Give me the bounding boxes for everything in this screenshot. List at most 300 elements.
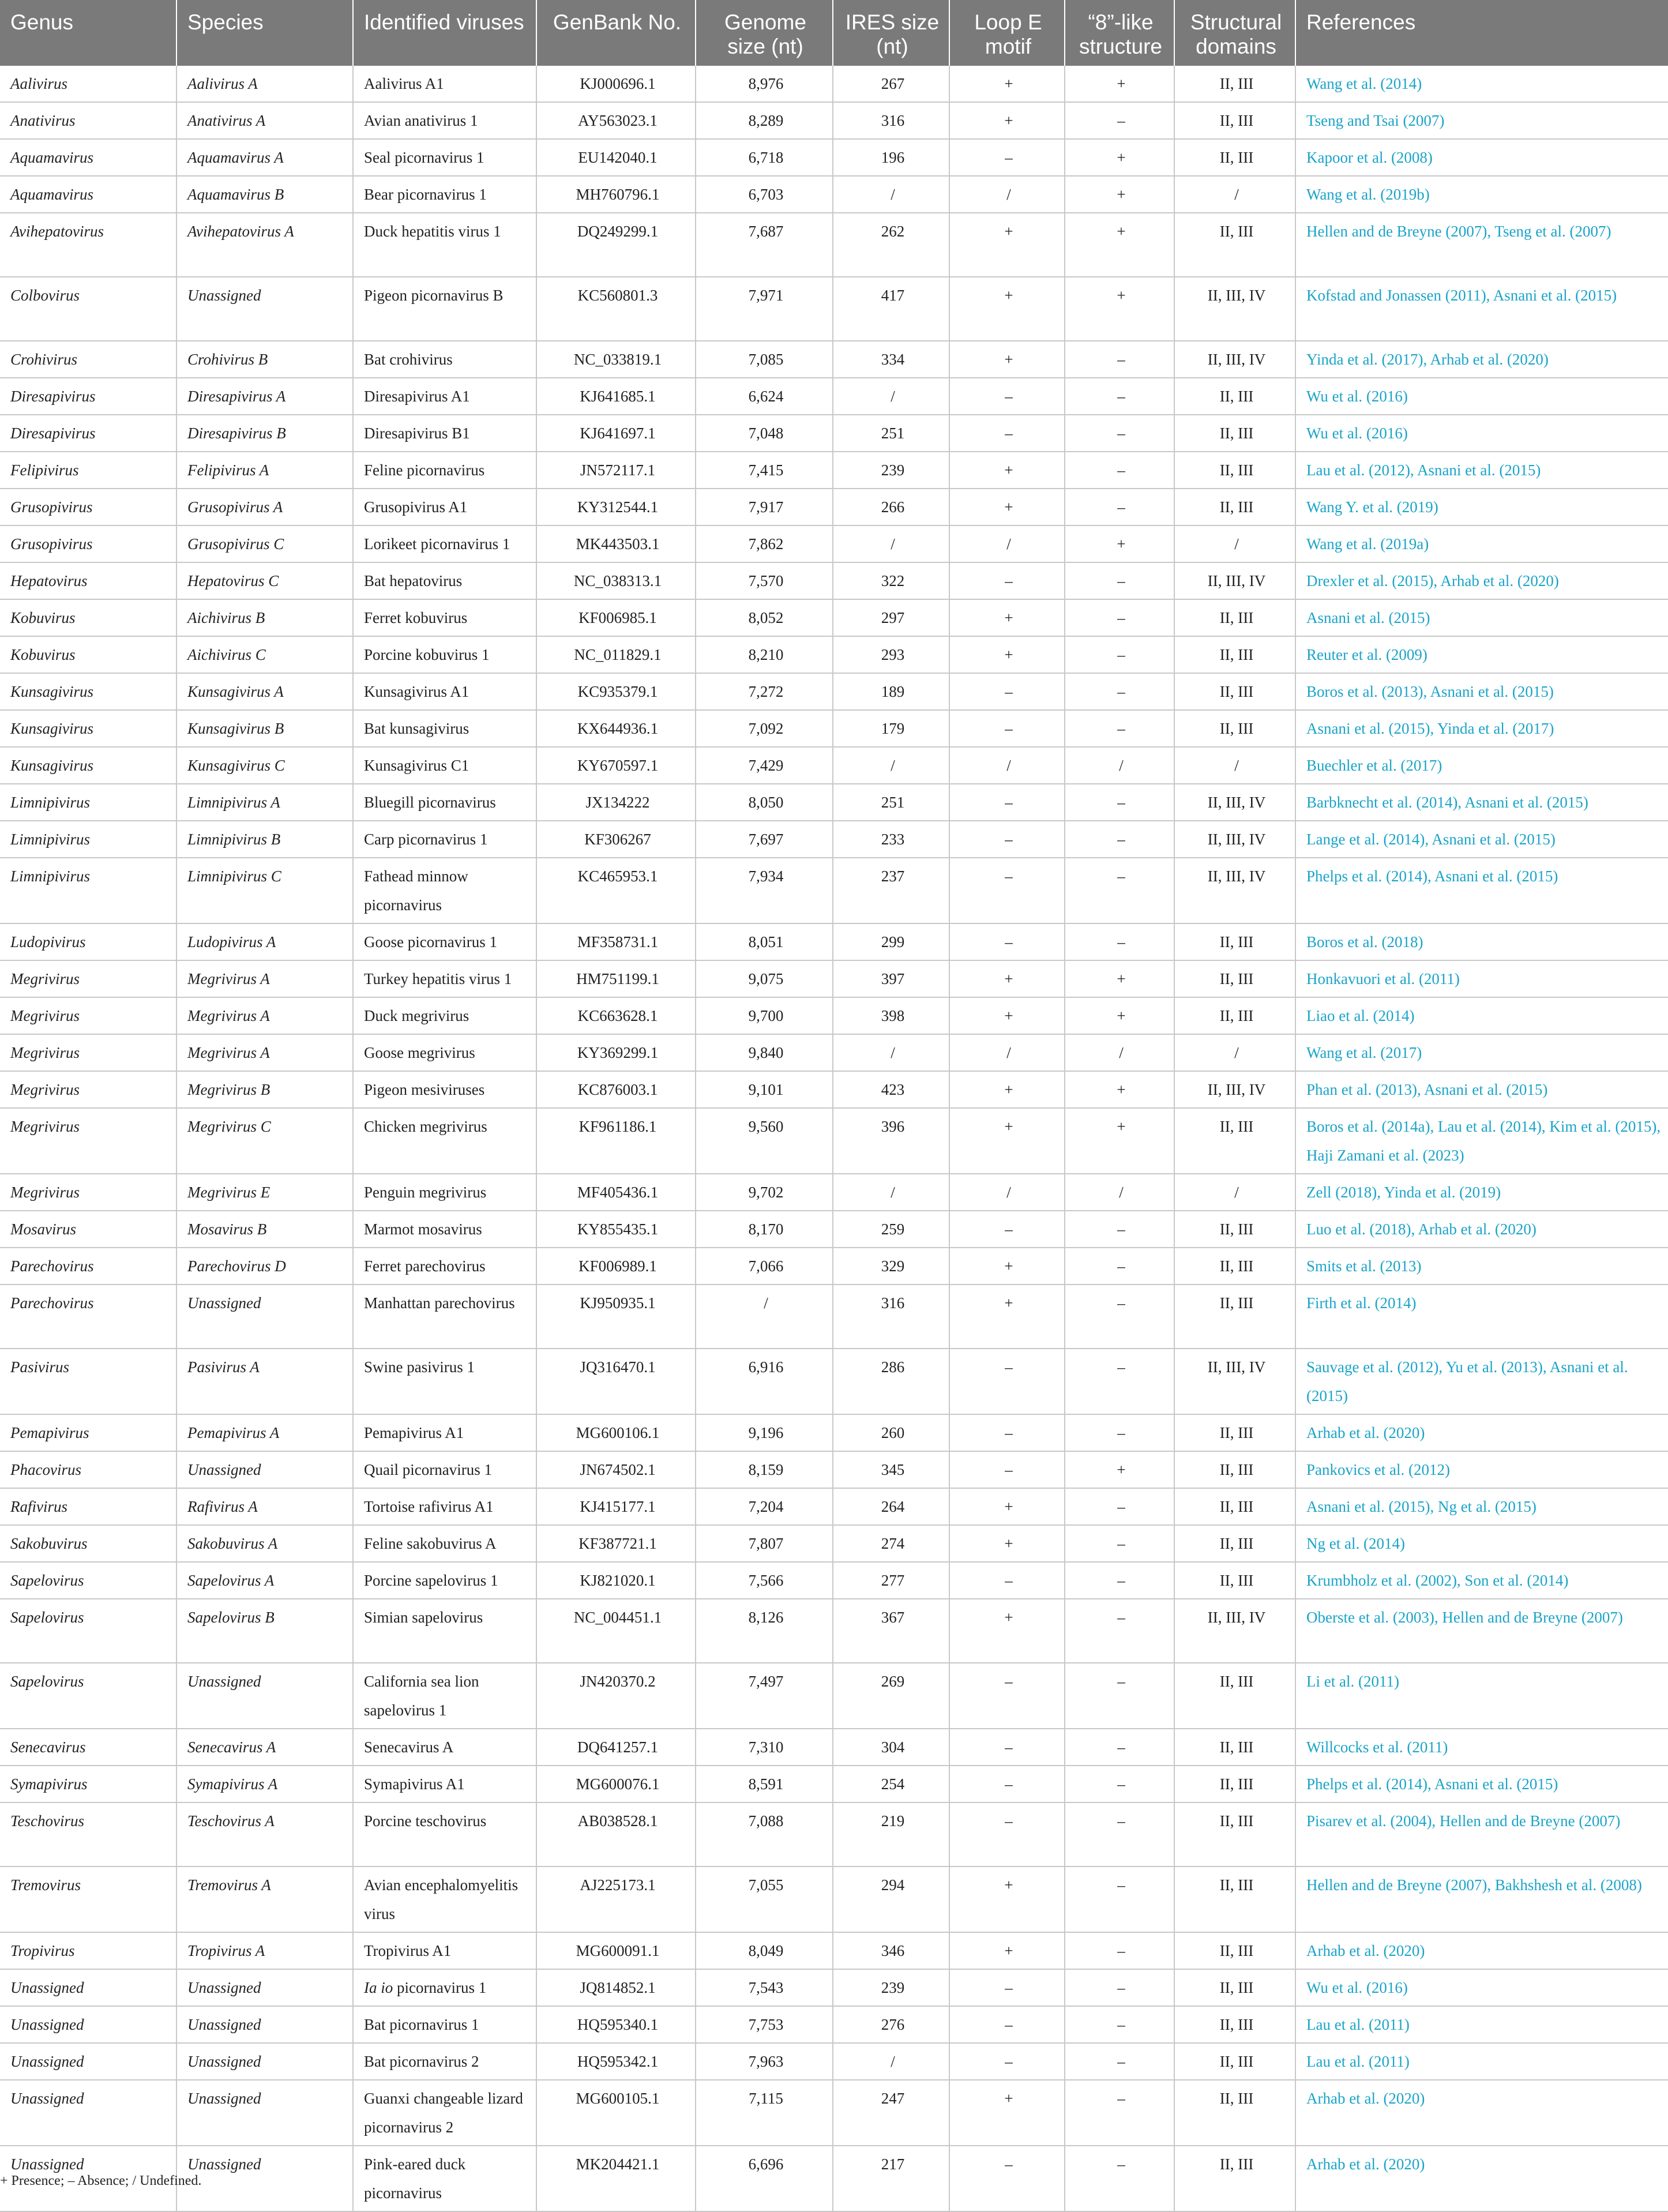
structural-domains-cell: II, III [1174, 1525, 1295, 1562]
loop-e-cell: + [949, 1285, 1065, 1349]
genbank-cell: KC560801.3 [536, 277, 696, 341]
genus-cell: Megrivirus [0, 1174, 176, 1211]
ires-size-cell: 345 [833, 1451, 949, 1488]
genus-cell: Limnipivirus [0, 858, 176, 923]
genus-cell: Megrivirus [0, 1034, 176, 1071]
table-row [0, 378, 1668, 415]
header-species: Species [176, 0, 353, 66]
eight-like-cell: + [1065, 277, 1174, 341]
header-genbank-no: GenBank No. [536, 0, 696, 66]
species-cell: Limnipivirus C [176, 858, 353, 923]
genus-cell: Parechovirus [0, 1248, 176, 1285]
loop-e-cell: + [949, 277, 1065, 341]
references-cell[interactable]: Arhab et al. (2020) [1295, 2080, 1668, 2146]
genome-size-cell: 7,917 [696, 489, 833, 525]
genome-size-cell: 7,310 [696, 1729, 833, 1766]
genome-size-cell: 7,115 [696, 2080, 833, 2146]
genome-size-cell: 9,560 [696, 1108, 833, 1174]
loop-e-cell: – [949, 2043, 1065, 2080]
genome-size-cell: 8,051 [696, 923, 833, 960]
references-cell[interactable]: Wu et al. (2016) [1295, 1969, 1668, 2006]
references-cell[interactable]: Smits et al. (2013) [1295, 1248, 1668, 1285]
genome-size-cell: 7,092 [696, 710, 833, 747]
references-cell[interactable]: Firth et al. (2014) [1295, 1285, 1668, 1349]
ires-size-cell: 367 [833, 1599, 949, 1663]
table-row [0, 2080, 1668, 2146]
header-ires-size: IRES size (nt) [833, 0, 949, 66]
loop-e-cell: / [949, 1174, 1065, 1211]
references-cell[interactable]: Buechler et al. (2017) [1295, 747, 1668, 784]
references-cell[interactable]: Wang et al. (2017) [1295, 1034, 1668, 1071]
genbank-cell: NC_004451.1 [536, 1599, 696, 1663]
references-cell[interactable]: Lange et al. (2014), Asnani et al. (2015) [1295, 821, 1668, 858]
eight-like-cell: – [1065, 1802, 1174, 1867]
references-cell[interactable]: Boros et al. (2018) [1295, 923, 1668, 960]
identified-virus-cell: Turkey hepatitis virus 1 [353, 960, 536, 997]
genome-size-cell: 9,196 [696, 1414, 833, 1451]
genbank-cell: KC876003.1 [536, 1071, 696, 1108]
ires-size-cell: / [833, 747, 949, 784]
structural-domains-cell: II, III [1174, 415, 1295, 452]
identified-virus-cell: Quail picornavirus 1 [353, 1451, 536, 1488]
references-cell[interactable]: Arhab et al. (2020) [1295, 1414, 1668, 1451]
genbank-cell: NC_033819.1 [536, 341, 696, 378]
genus-cell: Unassigned [0, 2146, 176, 2211]
table-row [0, 1932, 1668, 1969]
references-cell[interactable]: Reuter et al. (2009) [1295, 636, 1668, 673]
species-cell: Sakobuvirus A [176, 1525, 353, 1562]
eight-like-cell: – [1065, 1867, 1174, 1932]
references-cell[interactable]: Lau et al. (2011) [1295, 2006, 1668, 2043]
structural-domains-cell: II, III [1174, 66, 1295, 102]
ires-size-cell: 237 [833, 858, 949, 923]
genus-cell: Kunsagivirus [0, 747, 176, 784]
eight-like-cell: – [1065, 2080, 1174, 2146]
structural-domains-cell: II, III [1174, 452, 1295, 489]
table-row [0, 1349, 1668, 1414]
species-cell: Aichivirus C [176, 636, 353, 673]
header-loop-e-motif: Loop E motif [949, 0, 1065, 66]
genbank-cell: KJ821020.1 [536, 1562, 696, 1599]
identified-virus-cell: Feline picornavirus [353, 452, 536, 489]
table-row [0, 562, 1668, 599]
references-cell[interactable]: Drexler et al. (2015), Arhab et al. (2020) [1295, 562, 1668, 599]
species-cell: Felipivirus A [176, 452, 353, 489]
ires-size-cell: 397 [833, 960, 949, 997]
identified-virus-cell: California sea lion sapelovirus 1 [353, 1663, 536, 1729]
ires-size-cell: 316 [833, 1285, 949, 1349]
table-row [0, 747, 1668, 784]
species-cell: Anativirus A [176, 102, 353, 139]
structural-domains-cell: II, III [1174, 489, 1295, 525]
references-cell[interactable]: Arhab et al. (2020) [1295, 1932, 1668, 1969]
eight-like-cell: – [1065, 710, 1174, 747]
header-structural-domains: Structural domains [1174, 0, 1295, 66]
structural-domains-cell: II, III, IV [1174, 858, 1295, 923]
references-cell[interactable]: Phelps et al. (2014), Asnani et al. (2015) [1295, 858, 1668, 923]
eight-like-cell: – [1065, 341, 1174, 378]
references-cell[interactable]: Willcocks et al. (2011) [1295, 1729, 1668, 1766]
identified-virus-cell: Ferret parechovirus [353, 1248, 536, 1285]
references-cell[interactable]: Li et al. (2011) [1295, 1663, 1668, 1729]
structural-domains-cell: II, III, IV [1174, 341, 1295, 378]
genus-cell: Aalivirus [0, 66, 176, 102]
structural-domains-cell: II, III [1174, 1729, 1295, 1766]
identified-virus-cell: Avian anativirus 1 [353, 102, 536, 139]
loop-e-cell: + [949, 960, 1065, 997]
genbank-cell: MF358731.1 [536, 923, 696, 960]
loop-e-cell: + [949, 489, 1065, 525]
references-cell[interactable]: Liao et al. (2014) [1295, 997, 1668, 1034]
eight-like-cell: + [1065, 176, 1174, 213]
genome-size-cell: 7,204 [696, 1488, 833, 1525]
species-cell: Diresapivirus B [176, 415, 353, 452]
table-row [0, 821, 1668, 858]
species-cell: Unassigned [176, 2080, 353, 2146]
table-row [0, 213, 1668, 277]
species-cell: Unassigned [176, 1969, 353, 2006]
references-cell[interactable]: Sauvage et al. (2012), Yu et al. (2013), Asnani et al. (2015) [1295, 1349, 1668, 1414]
table-row [0, 1663, 1668, 1729]
references-cell[interactable]: Lau et al. (2011) [1295, 2043, 1668, 2080]
structural-domains-cell: / [1174, 525, 1295, 562]
ires-size-cell: 189 [833, 673, 949, 710]
references-cell[interactable]: Hellen and de Breyne (2007), Bakhshesh et al. (2008) [1295, 1867, 1668, 1932]
header-genus: Genus [0, 0, 176, 66]
genome-size-cell: 7,272 [696, 673, 833, 710]
references-cell[interactable]: Lau et al. (2012), Asnani et al. (2015) [1295, 452, 1668, 489]
species-cell: Limnipivirus B [176, 821, 353, 858]
structural-domains-cell: II, III, IV [1174, 784, 1295, 821]
genus-cell: Megrivirus [0, 960, 176, 997]
loop-e-cell: – [949, 784, 1065, 821]
genome-size-cell: 7,055 [696, 1867, 833, 1932]
references-cell[interactable]: Pisarev et al. (2004), Hellen and de Breyne (2007) [1295, 1802, 1668, 1867]
references-cell[interactable]: Ng et al. (2014) [1295, 1525, 1668, 1562]
header-8-like-structure: “8”-like structure [1065, 0, 1174, 66]
genbank-cell: KC465953.1 [536, 858, 696, 923]
loop-e-cell: – [949, 923, 1065, 960]
genome-size-cell: 8,052 [696, 599, 833, 636]
structural-domains-cell: II, III [1174, 2043, 1295, 2080]
ires-size-cell: 219 [833, 1802, 949, 1867]
structural-domains-cell: II, III [1174, 1285, 1295, 1349]
references-cell[interactable]: Wu et al. (2016) [1295, 415, 1668, 452]
genus-cell: Unassigned [0, 2006, 176, 2043]
eight-like-cell: + [1065, 1071, 1174, 1108]
references-cell[interactable]: Wang Y. et al. (2019) [1295, 489, 1668, 525]
genus-cell: Sakobuvirus [0, 1525, 176, 1562]
genbank-cell: JN674502.1 [536, 1451, 696, 1488]
references-cell[interactable]: Oberste et al. (2003), Hellen and de Breyne (2007) [1295, 1599, 1668, 1663]
genome-size-cell: 6,703 [696, 176, 833, 213]
references-cell[interactable]: Asnani et al. (2015), Ng et al. (2015) [1295, 1488, 1668, 1525]
genus-cell: Symapivirus [0, 1766, 176, 1802]
loop-e-cell: + [949, 1599, 1065, 1663]
structural-domains-cell: II, III [1174, 213, 1295, 277]
structural-domains-cell: II, III, IV [1174, 821, 1295, 858]
genbank-cell: KJ000696.1 [536, 66, 696, 102]
species-cell: Unassigned [176, 2043, 353, 2080]
species-cell: Megrivirus A [176, 1034, 353, 1071]
species-cell: Megrivirus B [176, 1071, 353, 1108]
genbank-cell: KJ415177.1 [536, 1488, 696, 1525]
species-cell: Unassigned [176, 2006, 353, 2043]
identified-virus-cell: Bat picornavirus 2 [353, 2043, 536, 2080]
references-cell[interactable]: Honkavuori et al. (2011) [1295, 960, 1668, 997]
species-cell: Sapelovirus A [176, 1562, 353, 1599]
table-body [0, 66, 1668, 2211]
eight-like-cell: – [1065, 1211, 1174, 1248]
loop-e-cell: – [949, 1802, 1065, 1867]
loop-e-cell: + [949, 997, 1065, 1034]
references-cell[interactable]: Kapoor et al. (2008) [1295, 139, 1668, 176]
table-row [0, 452, 1668, 489]
loop-e-cell: – [949, 1414, 1065, 1451]
table-row [0, 525, 1668, 562]
table-row [0, 341, 1668, 378]
eight-like-cell: – [1065, 1525, 1174, 1562]
references-cell[interactable]: Kofstad and Jonassen (2011), Asnani et al. (2015) [1295, 277, 1668, 341]
loop-e-cell: – [949, 858, 1065, 923]
genus-cell: Diresapivirus [0, 415, 176, 452]
references-cell[interactable]: Phelps et al. (2014), Asnani et al. (2015) [1295, 1766, 1668, 1802]
species-cell: Symapivirus A [176, 1766, 353, 1802]
genus-cell: Avihepatovirus [0, 213, 176, 277]
table-row [0, 710, 1668, 747]
eight-like-cell: + [1065, 213, 1174, 277]
ires-size-cell: 251 [833, 784, 949, 821]
structural-domains-cell: / [1174, 1034, 1295, 1071]
loop-e-cell: + [949, 1488, 1065, 1525]
loop-e-cell: + [949, 636, 1065, 673]
genome-size-cell: 6,696 [696, 2146, 833, 2211]
eight-like-cell: – [1065, 784, 1174, 821]
references-cell[interactable]: Krumbholz et al. (2002), Son et al. (2014) [1295, 1562, 1668, 1599]
genus-cell: Phacovirus [0, 1451, 176, 1488]
references-cell[interactable]: Barbknecht et al. (2014), Asnani et al. (2015) [1295, 784, 1668, 821]
structural-domains-cell: II, III [1174, 997, 1295, 1034]
references-cell[interactable]: Phan et al. (2013), Asnani et al. (2015) [1295, 1071, 1668, 1108]
genbank-cell: DQ249299.1 [536, 213, 696, 277]
eight-like-cell: – [1065, 2146, 1174, 2211]
references-cell[interactable]: Tseng and Tsai (2007) [1295, 102, 1668, 139]
references-cell[interactable]: Arhab et al. (2020) [1295, 2146, 1668, 2211]
references-cell[interactable]: Wang et al. (2014) [1295, 66, 1668, 102]
identified-virus-cell: Feline sakobuvirus A [353, 1525, 536, 1562]
genus-cell: Kobuvirus [0, 599, 176, 636]
ires-size-cell: 274 [833, 1525, 949, 1562]
ires-size-cell: 297 [833, 599, 949, 636]
genome-size-cell: 7,934 [696, 858, 833, 923]
genus-cell: Sapelovirus [0, 1599, 176, 1663]
genome-size-cell: 8,976 [696, 66, 833, 102]
loop-e-cell: + [949, 66, 1065, 102]
structural-domains-cell: / [1174, 1174, 1295, 1211]
genbank-cell: MH760796.1 [536, 176, 696, 213]
ires-size-cell: 293 [833, 636, 949, 673]
identified-virus-cell: Penguin megrivirus [353, 1174, 536, 1211]
genome-size-cell: 7,497 [696, 1663, 833, 1729]
species-cell: Unassigned [176, 277, 353, 341]
species-cell: Kunsagivirus A [176, 673, 353, 710]
table-row [0, 1562, 1668, 1599]
ires-size-cell: / [833, 525, 949, 562]
genome-size-cell: 7,862 [696, 525, 833, 562]
identified-virus-cell: Pink-eared duck picornavirus [353, 2146, 536, 2211]
references-cell[interactable]: Hellen and de Breyne (2007), Tseng et al. (2007) [1295, 213, 1668, 277]
identified-virus-cell: Manhattan parechovirus [353, 1285, 536, 1349]
genus-cell: Unassigned [0, 2043, 176, 2080]
loop-e-cell: – [949, 1766, 1065, 1802]
loop-e-cell: – [949, 139, 1065, 176]
genus-cell: Kobuvirus [0, 636, 176, 673]
loop-e-cell: + [949, 599, 1065, 636]
genome-size-cell: 9,840 [696, 1034, 833, 1071]
identified-virus-cell: Ia io picornavirus 1 [353, 1969, 536, 2006]
eight-like-cell: – [1065, 1932, 1174, 1969]
loop-e-cell: – [949, 378, 1065, 415]
genome-size-cell: 9,101 [696, 1071, 833, 1108]
structural-domains-cell: II, III [1174, 1451, 1295, 1488]
ires-size-cell: 346 [833, 1932, 949, 1969]
loop-e-cell: + [949, 1525, 1065, 1562]
table-row [0, 858, 1668, 923]
references-cell[interactable]: Boros et al. (2013), Asnani et al. (2015) [1295, 673, 1668, 710]
ires-size-cell: 267 [833, 66, 949, 102]
species-cell: Unassigned [176, 1285, 353, 1349]
references-cell[interactable]: Wang et al. (2019b) [1295, 176, 1668, 213]
table-row [0, 1451, 1668, 1488]
loop-e-cell: + [949, 102, 1065, 139]
loop-e-cell: – [949, 1562, 1065, 1599]
ires-size-cell: 398 [833, 997, 949, 1034]
table-row [0, 784, 1668, 821]
structural-domains-cell: II, III [1174, 1108, 1295, 1174]
references-cell[interactable]: Wang et al. (2019a) [1295, 525, 1668, 562]
identified-virus-cell: Duck hepatitis virus 1 [353, 213, 536, 277]
table-row [0, 1599, 1668, 1663]
genome-size-cell: 7,085 [696, 341, 833, 378]
genbank-cell: EU142040.1 [536, 139, 696, 176]
identified-virus-cell: Bat kunsagivirus [353, 710, 536, 747]
species-cell: Diresapivirus A [176, 378, 353, 415]
ires-size-cell: 262 [833, 213, 949, 277]
ires-size-cell: 259 [833, 1211, 949, 1248]
header-references: References [1295, 0, 1668, 66]
genome-size-cell: 7,570 [696, 562, 833, 599]
identified-virus-cell: Diresapivirus A1 [353, 378, 536, 415]
eight-like-cell: – [1065, 1488, 1174, 1525]
ires-size-cell: / [833, 176, 949, 213]
references-cell[interactable]: Zell (2018), Yinda et al. (2019) [1295, 1174, 1668, 1211]
table-row [0, 1969, 1668, 2006]
table-row [0, 1034, 1668, 1071]
structural-domains-cell: II, III, IV [1174, 562, 1295, 599]
species-cell: Tropivirus A [176, 1932, 353, 1969]
genbank-cell: MG600105.1 [536, 2080, 696, 2146]
references-cell[interactable]: Asnani et al. (2015) [1295, 599, 1668, 636]
genbank-cell: HQ595342.1 [536, 2043, 696, 2080]
genbank-cell: KC935379.1 [536, 673, 696, 710]
species-cell: Pasivirus A [176, 1349, 353, 1414]
references-cell[interactable]: Boros et al. (2014a), Lau et al. (2014), Kim et al. (2015), Haji Zamani et al. (2023) [1295, 1108, 1668, 1174]
identified-virus-cell: Tortoise rafivirus A1 [353, 1488, 536, 1525]
species-cell: Limnipivirus A [176, 784, 353, 821]
identified-virus-cell: Goose megrivirus [353, 1034, 536, 1071]
references-cell[interactable]: Yinda et al. (2017), Arhab et al. (2020) [1295, 341, 1668, 378]
structural-domains-cell: II, III, IV [1174, 1071, 1295, 1108]
ires-size-cell: 276 [833, 2006, 949, 2043]
structural-domains-cell: II, III [1174, 102, 1295, 139]
structural-domains-cell: II, III [1174, 1414, 1295, 1451]
eight-like-cell: + [1065, 525, 1174, 562]
ires-size-cell: 304 [833, 1729, 949, 1766]
species-cell: Megrivirus A [176, 960, 353, 997]
genbank-cell: NC_038313.1 [536, 562, 696, 599]
genbank-cell: MF405436.1 [536, 1174, 696, 1211]
structural-domains-cell: II, III [1174, 1802, 1295, 1867]
table-row [0, 1525, 1668, 1562]
references-cell[interactable]: Asnani et al. (2015), Yinda et al. (2017) [1295, 710, 1668, 747]
structural-domains-cell: II, III [1174, 710, 1295, 747]
ires-size-cell: 264 [833, 1488, 949, 1525]
eight-like-cell: – [1065, 1599, 1174, 1663]
genome-size-cell: 7,088 [696, 1802, 833, 1867]
italic-taxon: Ia io [364, 1979, 393, 1996]
loop-e-cell: – [949, 1451, 1065, 1488]
structural-domains-cell: II, III, IV [1174, 1599, 1295, 1663]
species-cell: Grusopivirus A [176, 489, 353, 525]
genome-size-cell: 8,126 [696, 1599, 833, 1663]
genus-cell: Tropivirus [0, 1932, 176, 1969]
identified-virus-cell: Carp picornavirus 1 [353, 821, 536, 858]
eight-like-cell: – [1065, 1969, 1174, 2006]
species-cell: Avihepatovirus A [176, 213, 353, 277]
structural-domains-cell: II, III [1174, 960, 1295, 997]
genbank-cell: KF006985.1 [536, 599, 696, 636]
table-row [0, 960, 1668, 997]
table-row [0, 2146, 1668, 2211]
loop-e-cell: + [949, 1932, 1065, 1969]
loop-e-cell: – [949, 1349, 1065, 1414]
genbank-cell: KY855435.1 [536, 1211, 696, 1248]
identified-virus-cell: Bear picornavirus 1 [353, 176, 536, 213]
references-cell[interactable]: Luo et al. (2018), Arhab et al. (2020) [1295, 1211, 1668, 1248]
species-cell: Aquamavirus A [176, 139, 353, 176]
references-cell[interactable]: Pankovics et al. (2012) [1295, 1451, 1668, 1488]
structural-domains-cell: II, III [1174, 139, 1295, 176]
loop-e-cell: + [949, 1248, 1065, 1285]
eight-like-cell: + [1065, 960, 1174, 997]
species-cell: Grusopivirus C [176, 525, 353, 562]
ires-size-cell: 396 [833, 1108, 949, 1174]
references-cell[interactable]: Wu et al. (2016) [1295, 378, 1668, 415]
table-row [0, 673, 1668, 710]
eight-like-cell: – [1065, 415, 1174, 452]
identified-virus-cell: Bat crohivirus [353, 341, 536, 378]
genus-cell: Limnipivirus [0, 784, 176, 821]
ires-size-cell: 239 [833, 1969, 949, 2006]
genome-size-cell: 9,702 [696, 1174, 833, 1211]
identified-virus-cell: Chicken megrivirus [353, 1108, 536, 1174]
header-row [0, 0, 1668, 66]
structural-domains-cell: / [1174, 176, 1295, 213]
genbank-cell: AY563023.1 [536, 102, 696, 139]
genus-cell: Crohivirus [0, 341, 176, 378]
genbank-cell: KJ641697.1 [536, 415, 696, 452]
species-cell: Aichivirus B [176, 599, 353, 636]
